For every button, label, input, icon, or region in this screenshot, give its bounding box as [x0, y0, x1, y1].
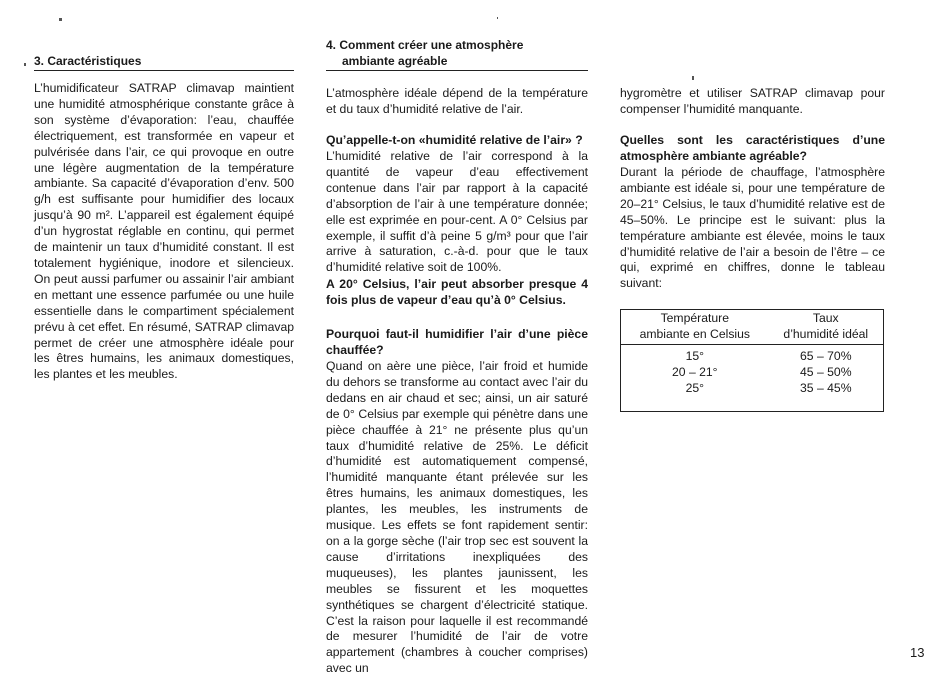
section-4-heading-line2: ambiante agréable — [342, 54, 448, 68]
table-header-humidity-line2: d’humidité idéal — [783, 326, 869, 341]
humidity-table — [620, 309, 884, 412]
table-header-humidity — [769, 310, 884, 345]
scan-speck — [24, 63, 26, 66]
table-header-temperature-line2: ambiante en Celsius — [639, 326, 750, 341]
answer-pleasant-atmosphere: Durant la période de chauffage, l’atmosphère ambiante est idéale si, pour une température de 20–21° Celsius, le taux d’humidité relative est de 45–50%. Le principe est le suivant: plus la température ambiante est élevée, moins le taux d’humidité relative de l’air a besoin de l’être – ce qui, exprimé en chiffres, donne le tableau suivant: — [620, 165, 885, 291]
table-cell-temperature: 15° — [685, 348, 704, 363]
question-relative-humidity: Qu’appelle-t-on «humidité relative de l’air» ? — [326, 133, 583, 147]
scan-speck — [59, 18, 62, 21]
table-header-humidity-line1: Taux — [812, 311, 839, 325]
table-cell-temperature: 25° — [685, 380, 704, 395]
section-4-heading-line1: 4. Comment créer une atmosphère — [326, 38, 524, 52]
table-row — [621, 365, 884, 381]
page-number: 13 — [910, 645, 925, 660]
section-3-body: L’humidificateur SATRAP climavap maintient une humidité atmosphérique constante grâce à son système d’évaporation: l’eau, chauffée électriquement, est transformée en vapeur et pulvérisée dans l’air, ce qui provoque en outre une légère augmentation de la température ambiante. Sa capacité d’évaporation d’env. 500 g/h est suffisante pour humidifier des locaux jusqu’à 90 m². L’appareil est également équipé d’un hygrostat réglable en continu, qui permet de maintenir un taux d’humidité constant. Il est totalement hygiénique, inodore et silencieux. On peut aussi parfumer ou assainir l’air ambiant en mettant une essence parfumée ou une huile essentielle dans le compartiment spécialement prévu à cet effet. En résumé, SATRAP climavap permet de créer une atmosphère idéale pour les êtres humains, les animaux domestiques, les plantes et les meubles. — [34, 81, 294, 382]
table-row — [621, 381, 884, 411]
table-header-row — [621, 310, 884, 345]
answer-relative-humidity-highlight: A 20° Celsius, l’air peut absorber presque 4 fois plus de vapeur d’eau qu’à 0° Celsius. — [326, 277, 588, 307]
table-cell-humidity: 45 – 50% — [800, 364, 852, 379]
table-row — [621, 344, 884, 364]
section-4-intro: L’atmosphère idéale dépend de la température et du taux d’humidité relative de l’air. — [326, 86, 588, 116]
table-cell-humidity: 65 – 70% — [800, 348, 852, 363]
answer-relative-humidity: L’humidité relative de l’air correspond à la quantité de vapeur d’eau effectivement contenue dans l’air par rapport à la capacité d’absorption de l’air à une température donnée; elle est exprimée en pour-cent. A 0° Celsius par exemple, il suffit d’à peine 5 g/m³ pour que l’air arrive à saturation, c.-à-d. pour que le taux d’humidité relative soit de 100%. — [326, 149, 588, 275]
table-cell-temperature: 20 – 21° — [672, 364, 718, 379]
question-pleasant-atmosphere: Quelles sont les caractéristiques d’une atmosphère ambiante agréable? — [620, 133, 885, 163]
scan-speck — [692, 76, 694, 80]
scan-speck — [497, 17, 498, 19]
section-3-heading: 3. Caractéristiques — [34, 53, 294, 71]
table-header-temperature — [621, 310, 769, 345]
answer-why-humidify: Quand on aère une pièce, l’air froid et humide du dehors se transforme au contact avec l’air du dedans en air chaud et sec; ainsi, un air saturé de 0° Celsius par exemple qui pénètre dans une pièce chauffée à 21° ne présente plus qu’un taux d’humidité relative de 25%. Le déficit d’humidité est automatiquement compensé, l’humidité manquante étant prélevée sur les êtres humains, les animaux domestiques, les plantes, les meubles, les instruments de musique. Les effets se font rapidement sentir: on a la gorge sèche (l’air trop sec est souvent la cause d’irritations inexpliquées des muqueuses), les plantes jaunissent, les meubles se fissurent et les moquettes synthétiques se chargent d’électricité statique. C’est la raison pour laquelle il est recommandé de mesurer l’humidité de l’air de votre appartement (chambres à coucher comprises) avec un — [326, 359, 588, 676]
table-header-temperature-line1: Température — [660, 311, 729, 325]
table-cell-humidity: 35 – 45% — [800, 380, 852, 395]
question-why-humidify: Pourquoi faut-il humidifier l’air d’une pièce chauffée? — [326, 327, 588, 357]
answer-why-humidify-continued: hygromètre et utiliser SATRAP climavap pour compenser l’humidité manquante. — [620, 86, 885, 116]
section-4-heading — [326, 37, 588, 71]
